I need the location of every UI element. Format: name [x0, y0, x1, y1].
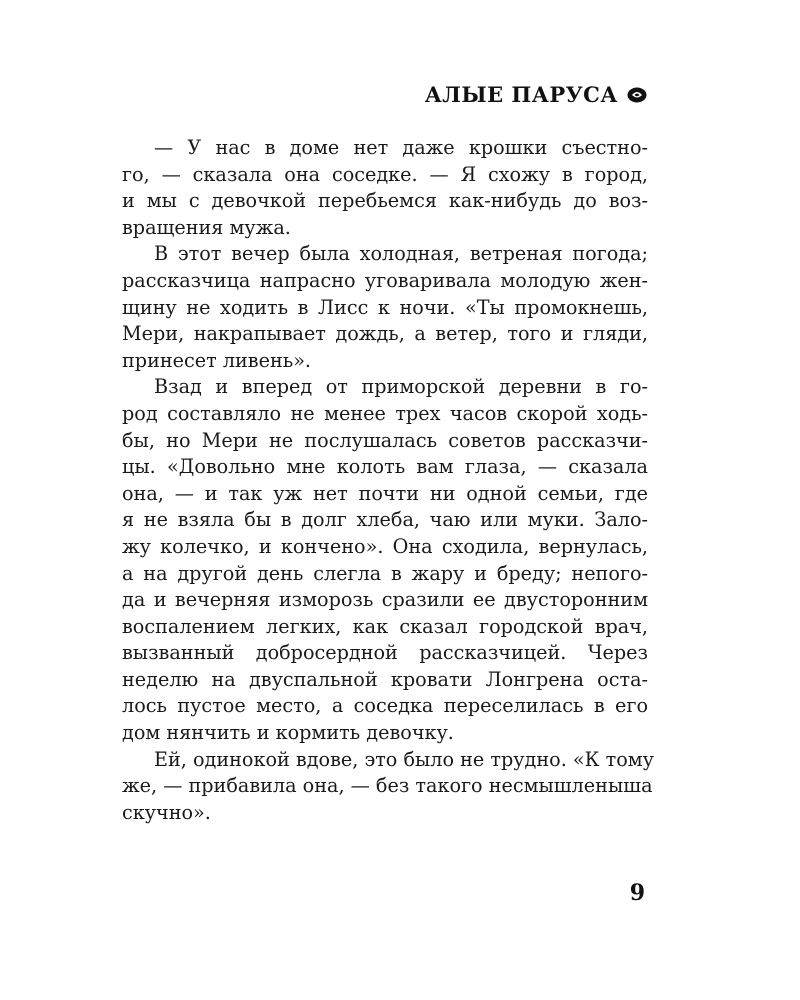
text-line: щину не ходить в Лисс к ночи. «Ты промокнешь,	[122, 295, 648, 319]
text-line: го, — сказала она соседке. — Я схожу в город,	[122, 162, 648, 186]
running-header	[425, 82, 648, 107]
text-line: лось пустое место, а соседка переселилась в его	[122, 694, 648, 718]
text-line: я не взяла бы в долг хлеба, чаю или муки. Зало-	[122, 508, 648, 532]
text-line: и мы с девочкой перебьемся как-нибудь до воз-	[122, 189, 648, 213]
text-line: принесет ливень».	[122, 348, 312, 372]
page-number: 9	[629, 880, 645, 906]
paragraph	[122, 135, 648, 241]
text-line: вызванный добросердной рассказчицей. Через	[122, 641, 648, 665]
text-line: рассказчица напрасно уговаривала молодую жен-	[122, 268, 648, 292]
text-line: а на другой день слегла в жару и бреду; непого-	[122, 561, 648, 585]
rose-icon	[626, 86, 648, 104]
text-line: жу колечко, и кончено». Она сходила, вернулась,	[122, 534, 648, 558]
text-line: неделю на двуспальной кровати Лонгрена оста-	[122, 667, 648, 691]
body-text	[122, 135, 654, 826]
text-line: В этот вечер была холодная, ветреная погода;	[154, 242, 648, 266]
text-line: вращения мужа.	[122, 215, 291, 239]
text-line: род составляло не менее трех часов скорой ходь-	[122, 401, 648, 425]
text-line: Мери, накрапывает дождь, а ветер, того и гляди,	[122, 322, 648, 346]
paragraph	[122, 241, 648, 374]
text-line: Взад и вперед от приморской деревни в го-	[154, 375, 648, 399]
text-line: цы. «Довольно мне колоть вам глаза, — сказала	[122, 455, 648, 479]
text-line: — У нас в доме нет даже крошки съестно-	[154, 136, 648, 159]
book-title: АЛЫЕ ПАРУСА	[424, 82, 618, 107]
text-line: воспалением легких, как сказал городской врач,	[122, 614, 648, 638]
paragraph	[122, 374, 648, 746]
text-line: же, — прибавила она, — без такого несмышленыша	[122, 774, 653, 798]
text-line: да и вечерняя изморозь сразили ее двусторонним	[122, 588, 648, 612]
text-line: скучно».	[122, 800, 211, 824]
text-line: дом нянчить и кормить девочку.	[122, 721, 454, 745]
text-line: бы, но Мери не послушалась советов рассказчи-	[122, 428, 648, 452]
paragraph	[122, 747, 654, 827]
text-line: Ей, одинокой вдове, это было не трудно. «К тому	[154, 747, 654, 771]
text-line: она, — и так уж нет почти ни одной семьи, где	[122, 481, 648, 505]
